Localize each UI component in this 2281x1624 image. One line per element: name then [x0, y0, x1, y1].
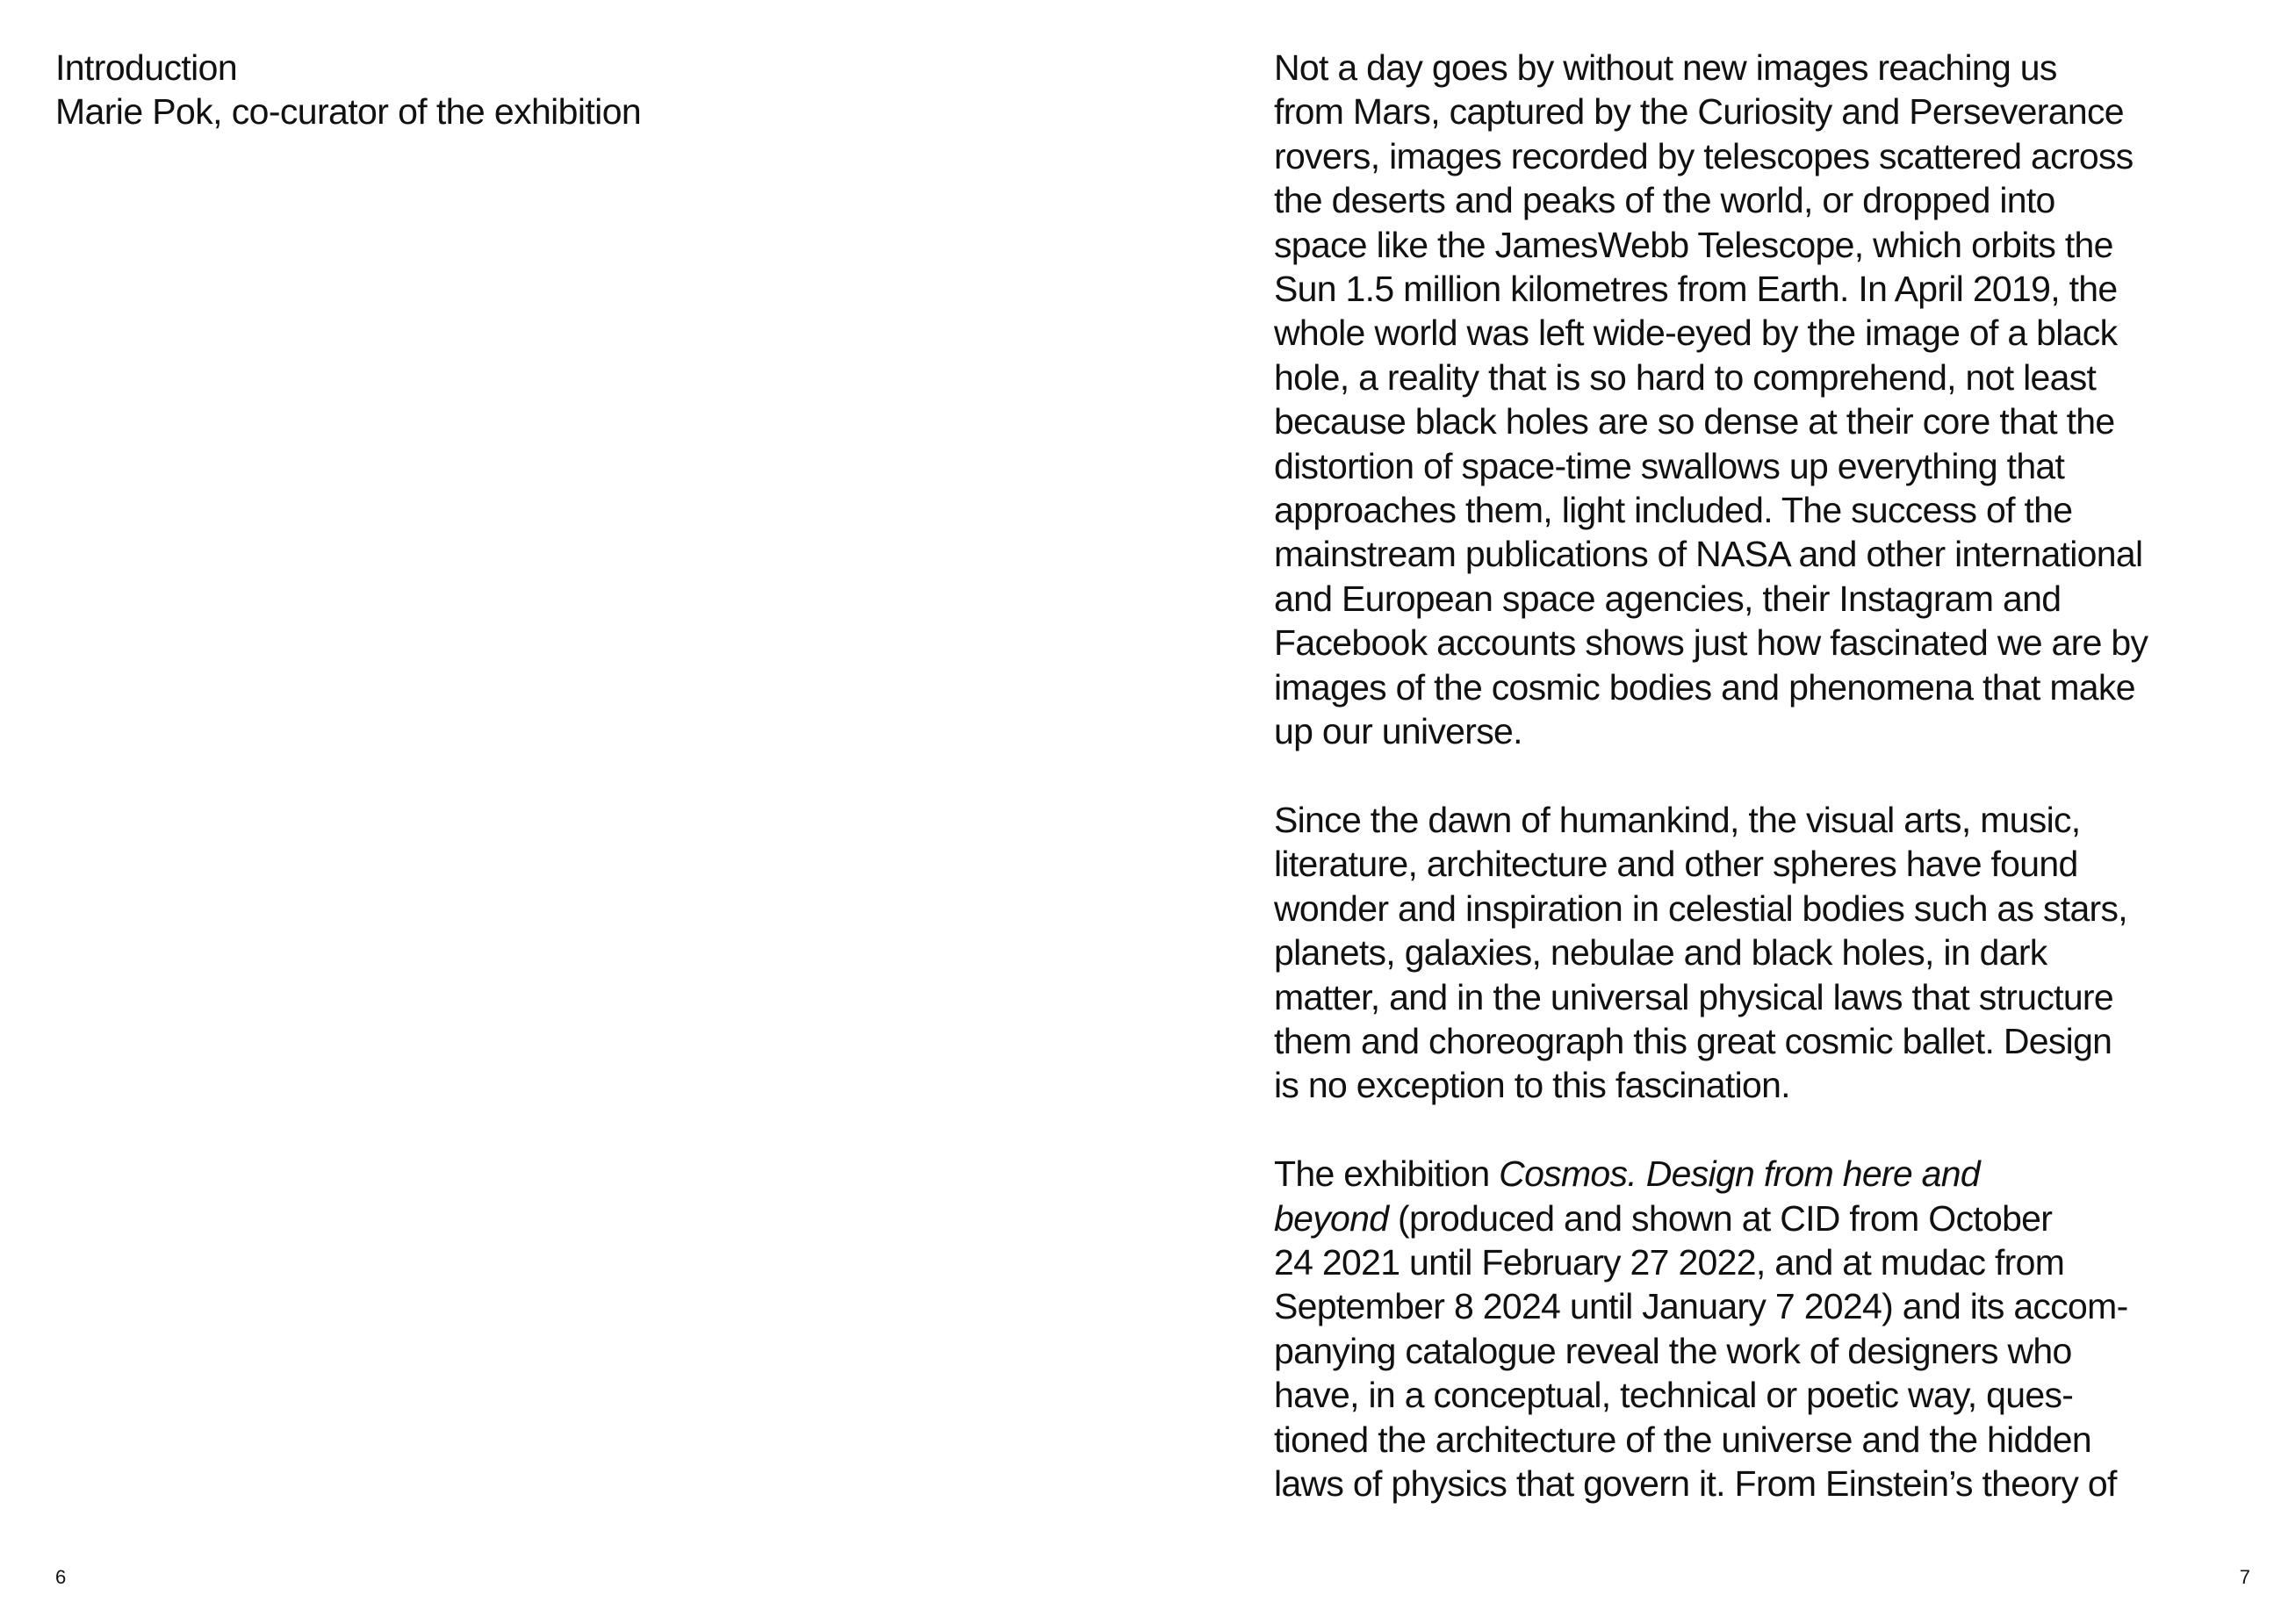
text-line: literature, architecture and other spheres have found	[1274, 844, 2078, 885]
text-line: tioned the architecture of the universe and the hidden	[1274, 1419, 2091, 1460]
text-line: distortion of space-time swallows up everything that	[1274, 445, 2065, 486]
text-line: images of the cosmic bodies and phenomena that make	[1274, 666, 2135, 708]
text-line: the deserts and peaks of the world, or dropped into	[1274, 180, 2055, 221]
text-line: them and choreograph this great cosmic ballet. Design	[1274, 1020, 2112, 1061]
paragraph-2	[1274, 798, 2249, 1108]
text-line: up our universe.	[1274, 711, 1522, 752]
chapter-author: Marie Pok, co-curator of the exhibition	[55, 91, 642, 132]
text-segment: The exhibition	[1274, 1153, 1500, 1195]
text-line: because black holes are so dense at their core that the	[1274, 401, 2115, 442]
text-line: whole world was left wide-eyed by the image of a black	[1274, 313, 2118, 354]
paragraph-1	[1274, 46, 2249, 754]
text-line: approaches them, light included. The success of the	[1274, 490, 2073, 531]
text-line: 24 2021 until February 27 2022, and at mudac from	[1274, 1241, 2065, 1283]
text-line: Not a day goes by without new images reaching us	[1274, 47, 2057, 88]
text-segment: (produced and shown at CID from October	[1388, 1197, 2053, 1239]
text-line: is no exception to this fascination.	[1274, 1065, 1790, 1106]
chapter-title: Introduction	[55, 47, 238, 88]
text-line	[1274, 1152, 2249, 1196]
text-line: Sun 1.5 million kilometres from Earth. In April 2019, the	[1274, 269, 2118, 310]
text-line: from Mars, captured by the Curiosity and Perseverance	[1274, 91, 2124, 133]
text-line: Facebook accounts shows just how fascinated we are by	[1274, 622, 2148, 664]
chapter-heading	[55, 46, 641, 133]
text-line: hole, a reality that is so hard to comprehend, not least	[1274, 356, 2097, 398]
text-line: panying catalogue reveal the work of designers who	[1274, 1330, 2072, 1371]
right-page	[1140, 0, 2281, 1624]
text-line: matter, and in the universal physical laws that structure	[1274, 976, 2113, 1017]
text-line: rovers, images recorded by telescopes scattered across	[1274, 135, 2133, 176]
text-line: laws of physics that govern it. From Einstein’s theory of	[1274, 1462, 2117, 1504]
text-line: September 8 2024 until January 7 2024) and its accom-	[1274, 1286, 2128, 1327]
exhibition-title-italic: beyond	[1274, 1197, 1389, 1239]
text-line: have, in a conceptual, technical or poetic way, ques-	[1274, 1375, 2074, 1416]
text-line: Since the dawn of humankind, the visual arts, music,	[1274, 799, 2081, 840]
text-line	[1274, 1196, 2249, 1240]
text-line: space like the JamesWebb Telescope, which orbits the	[1274, 224, 2113, 265]
page-number-left: 6	[55, 1566, 67, 1588]
text-line: planets, galaxies, nebulae and black holes, in dark	[1274, 932, 2047, 974]
text-line: wonder and inspiration in celestial bodies such as stars,	[1274, 887, 2127, 929]
left-page	[0, 0, 1140, 1624]
body-text	[1274, 46, 2249, 1550]
text-line: mainstream publications of NASA and other international	[1274, 534, 2143, 575]
exhibition-title-italic: Cosmos. Design from here and	[1499, 1153, 1980, 1195]
text-line: and European space agencies, their Instagram and	[1274, 578, 2062, 619]
paragraph-3	[1274, 1152, 2249, 1505]
page-number-right: 7	[2239, 1566, 2250, 1588]
